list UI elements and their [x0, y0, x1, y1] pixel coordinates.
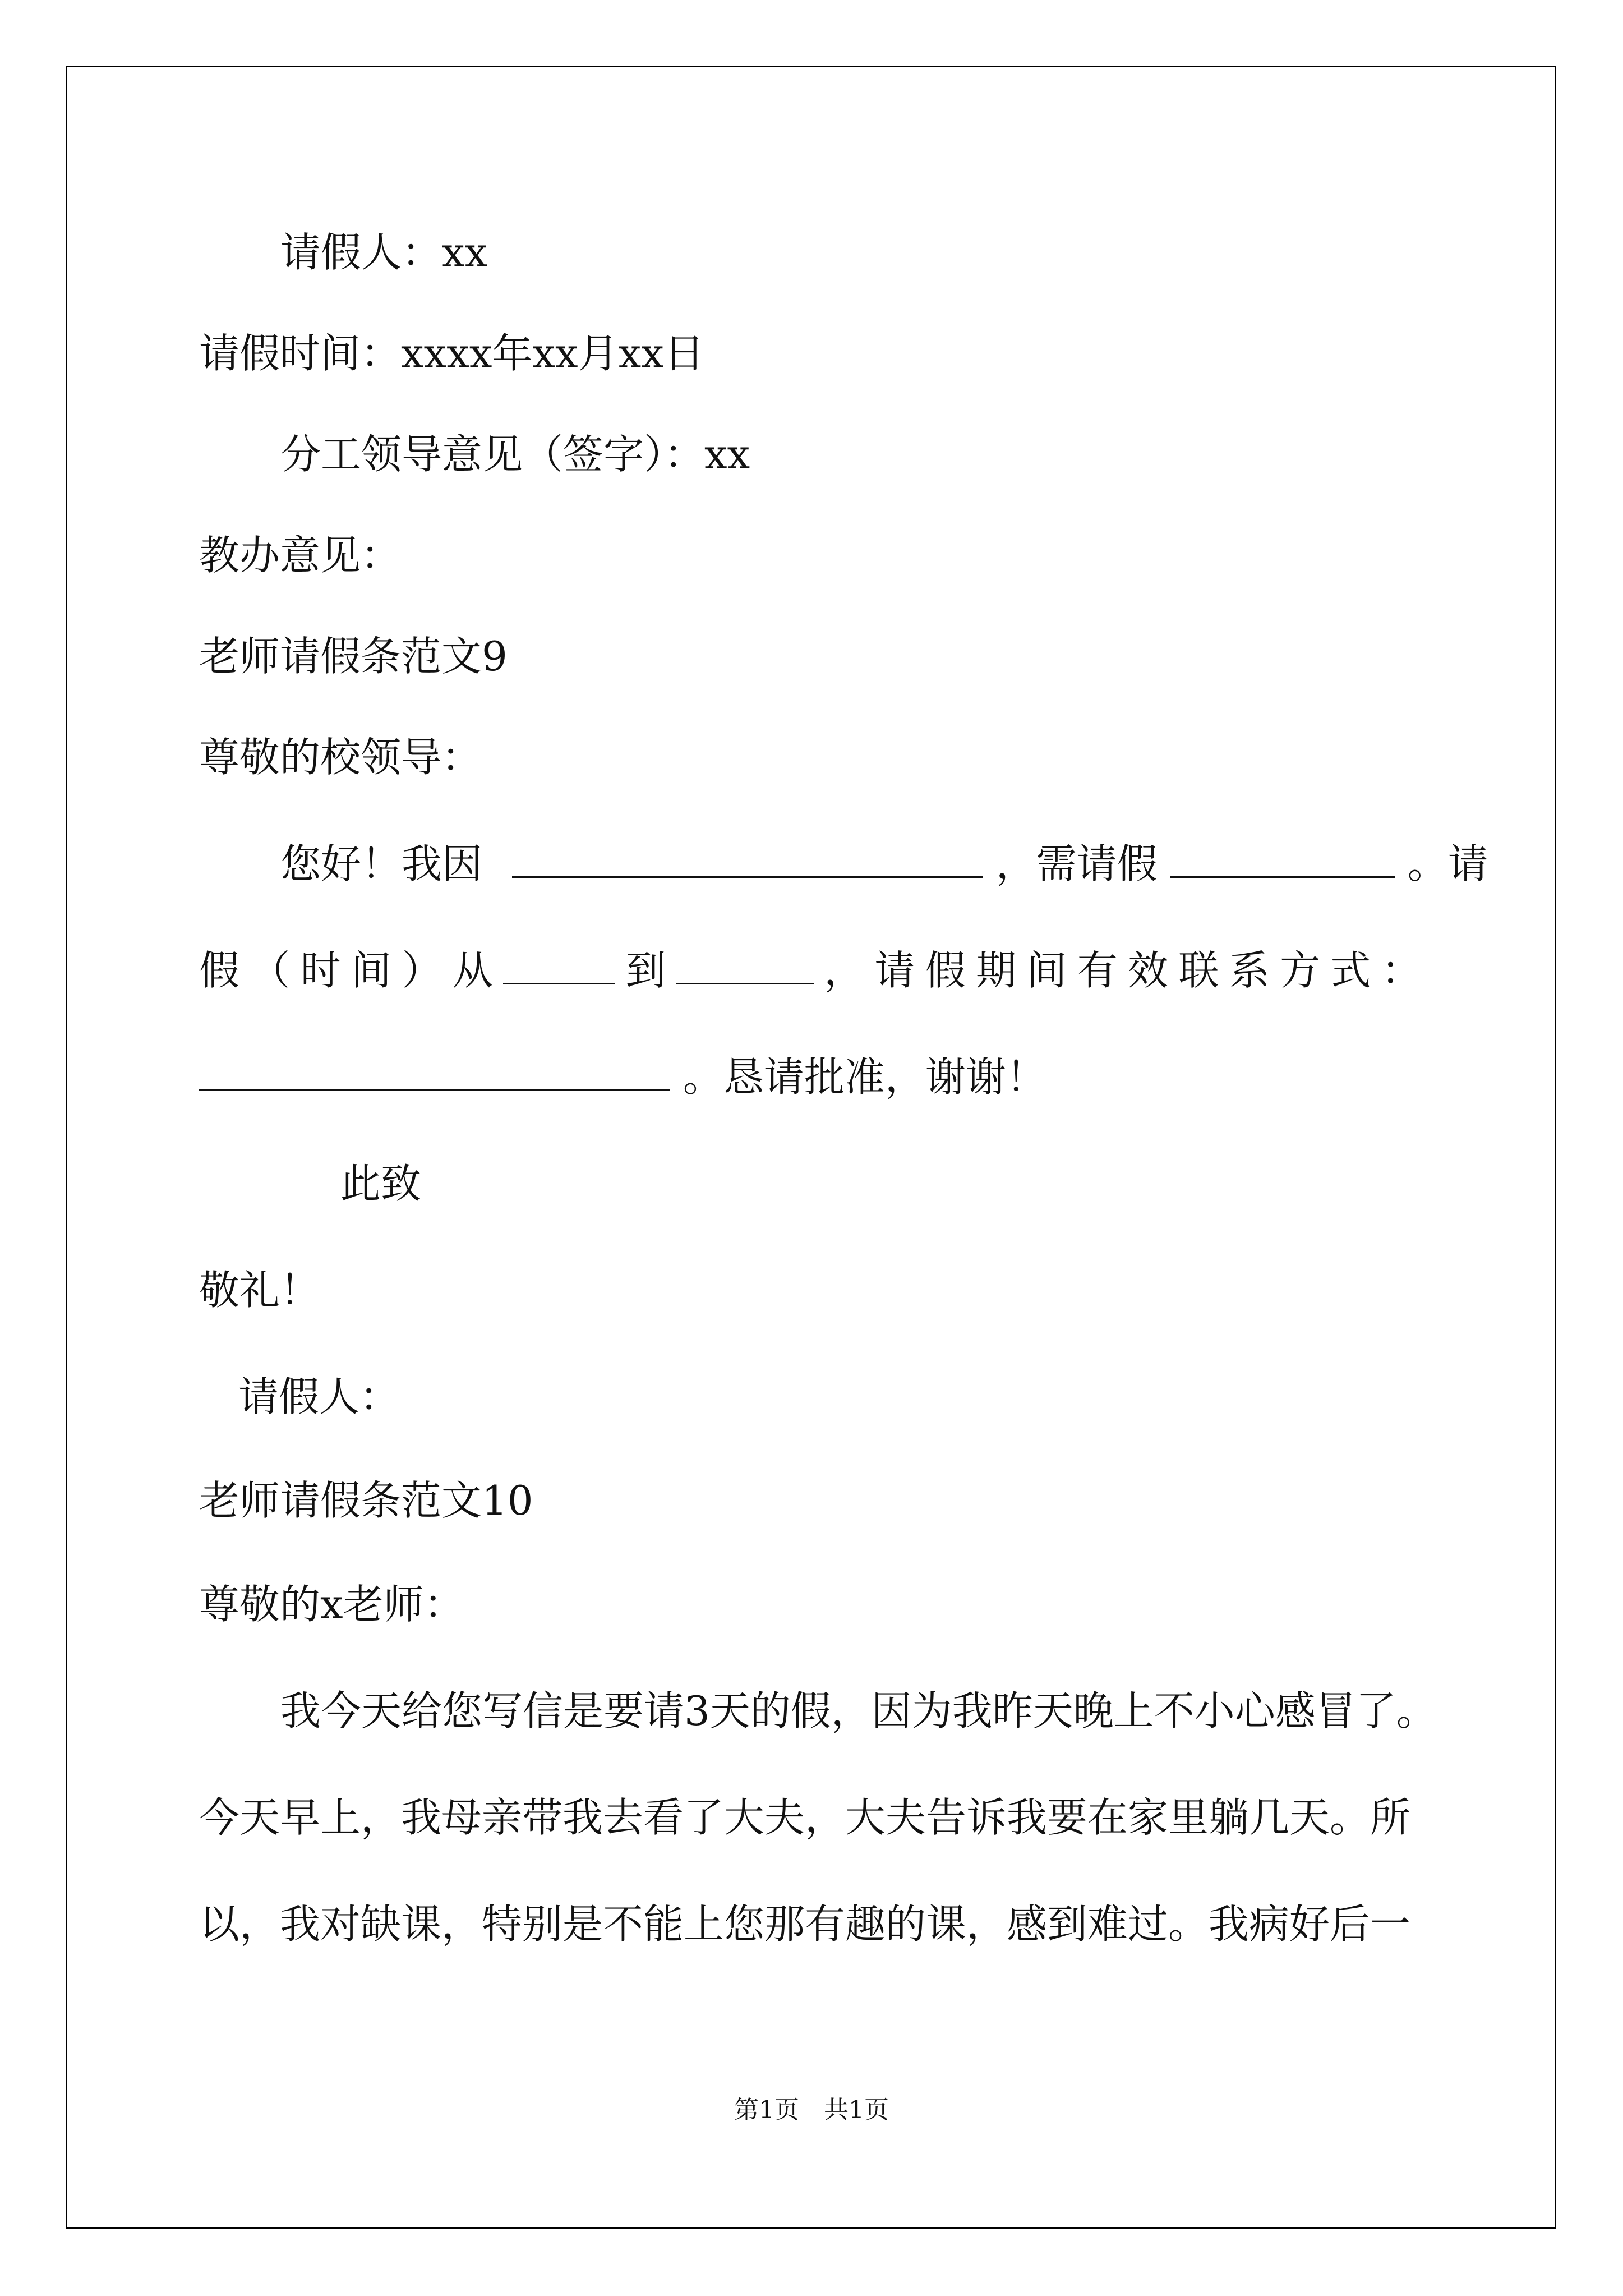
form-char: 式: [1330, 947, 1371, 994]
page-number-footer: 第1页 共1页: [734, 2096, 889, 2124]
to-date-blank: [676, 948, 814, 984]
form-char: 有: [1077, 947, 1118, 994]
section-title-10: 老师请假条范文10: [199, 1477, 533, 1524]
letter-line-2: 今天早上，我母亲带我去看了大夫，大夫告诉我要在家里躺几天。所: [199, 1794, 1411, 1841]
signature-applicant: 请假人：: [238, 1373, 400, 1420]
contact-blank: [199, 1055, 670, 1091]
form-char: 到: [625, 947, 666, 994]
form-char: 时: [300, 947, 341, 994]
form-char: 系: [1229, 947, 1270, 994]
form-char: ，: [824, 947, 865, 994]
form-char: 假: [925, 947, 966, 994]
form-char: 方: [1280, 947, 1321, 994]
form-char: 间: [1026, 947, 1067, 994]
leave-date-line: 请假时间：xxxx年xx月xx日: [199, 330, 704, 377]
form-char: ：: [1381, 947, 1422, 994]
from-date-blank: [503, 948, 615, 984]
closing-jingli: 敬礼！: [199, 1267, 321, 1314]
form-char: 从: [452, 947, 493, 994]
salutation-teacher: 尊敬的x老师：: [199, 1581, 464, 1628]
days-blank: [1170, 841, 1395, 878]
form-paragraph-line-2: [199, 945, 1422, 996]
form-paragraph-line-1: [280, 839, 1488, 889]
office-opinion-line: 教办意见：: [199, 532, 402, 579]
reason-blank: [512, 841, 983, 878]
salutation-leaders: 尊敬的校领导：: [199, 734, 482, 781]
form-char: 期: [976, 947, 1017, 994]
form-char: 间: [351, 947, 392, 994]
section-title-9: 老师请假条范文9: [199, 633, 508, 680]
form-char: 假: [199, 947, 240, 994]
form-char: 请: [874, 947, 915, 994]
applicant-line: 请假人：xx: [280, 229, 488, 276]
letter-line-3: 以，我对缺课，特别是不能上您那有趣的课，感到难过。我病好后一: [199, 1901, 1411, 1948]
form-paragraph-line-3: [199, 1052, 1046, 1102]
closing-cizhi: 此致: [340, 1160, 422, 1207]
letter-line-1: 我今天给您写信是要请3天的假，因为我昨天晚上不小心感冒了。: [280, 1687, 1437, 1734]
form-char: 联: [1178, 947, 1219, 994]
form-char: （: [250, 947, 291, 994]
form-text: 。恳请批准，谢谢！: [683, 1053, 1046, 1101]
form-text: 。请: [1407, 840, 1488, 887]
form-text: ，需请假: [995, 840, 1158, 887]
form-char: 效: [1128, 947, 1169, 994]
supervisor-opinion-line: 分工领导意见（签字）：xx: [280, 431, 750, 478]
form-text: 您好！我因: [280, 840, 483, 887]
form-char: ）: [402, 947, 442, 994]
